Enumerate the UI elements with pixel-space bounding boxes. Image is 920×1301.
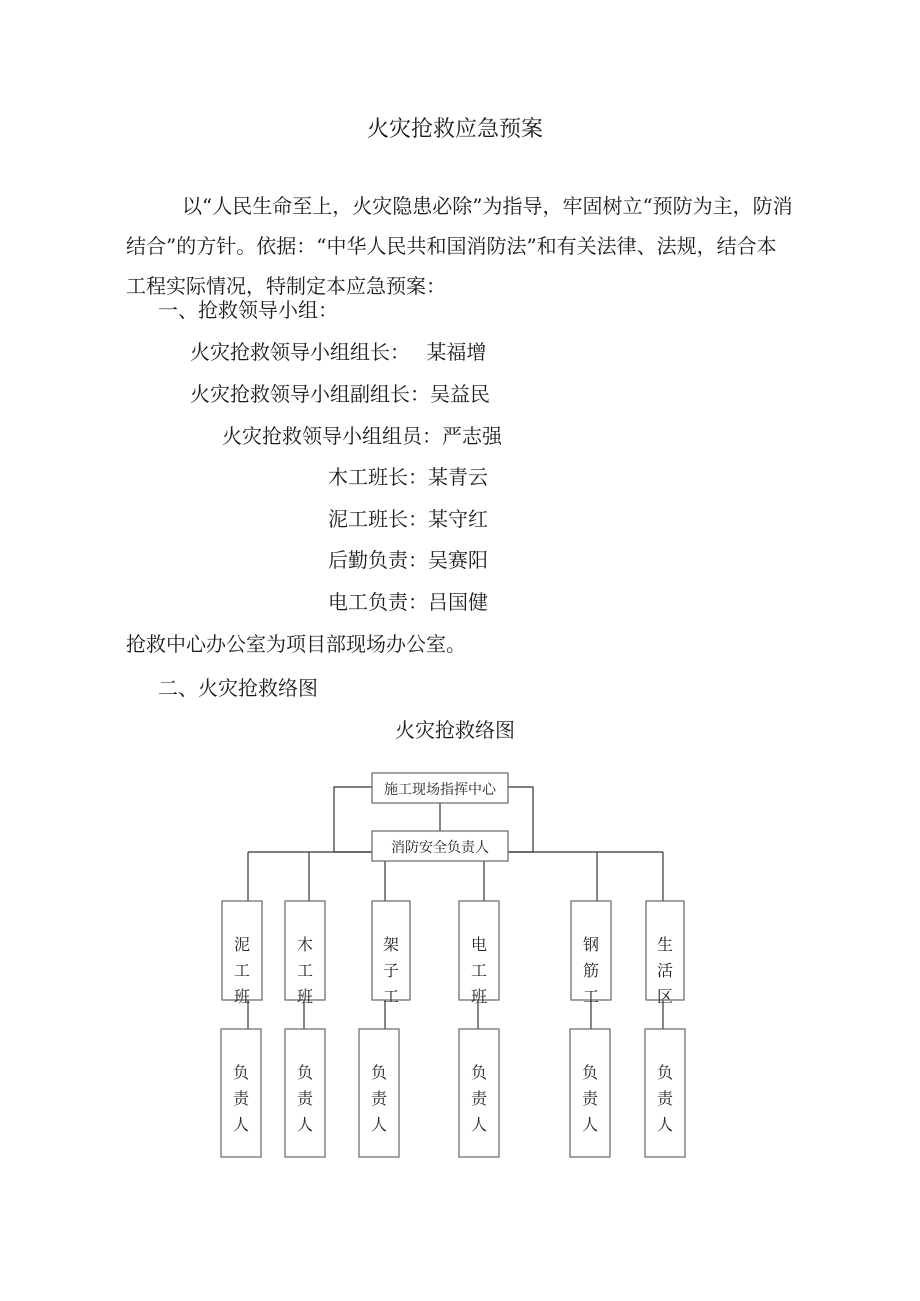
leader-line-electrical: 电工负责：吕国健 xyxy=(328,590,488,614)
leader-node xyxy=(570,1029,610,1157)
team-node xyxy=(372,901,410,1006)
team-node-label: 电工班 xyxy=(470,935,488,1006)
team-nodes xyxy=(222,901,684,1006)
leader-node xyxy=(459,1029,499,1157)
team-node-label: 架子工 xyxy=(382,935,400,1006)
leader-node xyxy=(221,1029,261,1157)
node-fire-safety-officer-label: 消防安全负责人 xyxy=(391,840,489,856)
leader-node xyxy=(285,1029,325,1157)
leader-line-head: 火灾抢救领导小组组长： 某福增 xyxy=(190,340,487,364)
leader-line-deputy: 火灾抢救领导小组副组长：吴益民 xyxy=(190,382,490,406)
team-node xyxy=(646,901,684,1006)
leader-line-member: 火灾抢救领导小组组员：严志强 xyxy=(222,424,502,448)
leader-node-label: 负责人 xyxy=(370,1063,388,1134)
team-node-label: 泥工班 xyxy=(233,935,251,1006)
team-node-label: 钢筋工 xyxy=(582,935,600,1006)
leader-line-carpentry: 木工班长：某青云 xyxy=(328,465,488,489)
node-command-center xyxy=(372,773,508,803)
section-heading-chart: 二、火灾抢救络图 xyxy=(158,676,318,700)
leader-node-label: 负责人 xyxy=(581,1063,599,1134)
section-heading-leaders: 一、抢救领导小组： xyxy=(158,298,338,322)
leader-nodes xyxy=(221,1029,685,1157)
office-note: 抢救中心办公室为项目部现场办公室。 xyxy=(126,632,466,656)
leader-node-label: 负责人 xyxy=(470,1063,488,1134)
leader-node xyxy=(359,1029,399,1157)
leader-node-label: 负责人 xyxy=(296,1063,314,1134)
team-node xyxy=(571,901,611,1006)
leader-line-masonry: 泥工班长：某守红 xyxy=(328,507,488,531)
team-node-label: 木工班 xyxy=(296,935,314,1006)
leader-node-label: 负责人 xyxy=(656,1063,674,1134)
intro-text: 以“人民生命至上，火灾隐患必除”为指导，牢固树立“预防为主，防消结合”的方针。依据：“中华人民共和国消防法”和有关法律、法规，结合本工程实际情况，特制定本应急预案： xyxy=(126,194,793,298)
node-command-center-label: 施工现场指挥中心 xyxy=(384,782,496,798)
leader-node xyxy=(645,1029,685,1157)
team-node xyxy=(222,901,262,1006)
leader-line-logistics: 后勤负责：吴赛阳 xyxy=(328,548,488,572)
team-node xyxy=(285,901,325,1006)
node-fire-safety-officer xyxy=(372,831,508,861)
chart-caption: 火灾抢救络图 xyxy=(395,718,515,742)
team-node-label: 生活区 xyxy=(656,935,674,1006)
leader-node-label: 负责人 xyxy=(232,1063,250,1134)
team-node xyxy=(459,901,499,1006)
page-title: 火灾抢救应急预案 xyxy=(366,117,543,142)
